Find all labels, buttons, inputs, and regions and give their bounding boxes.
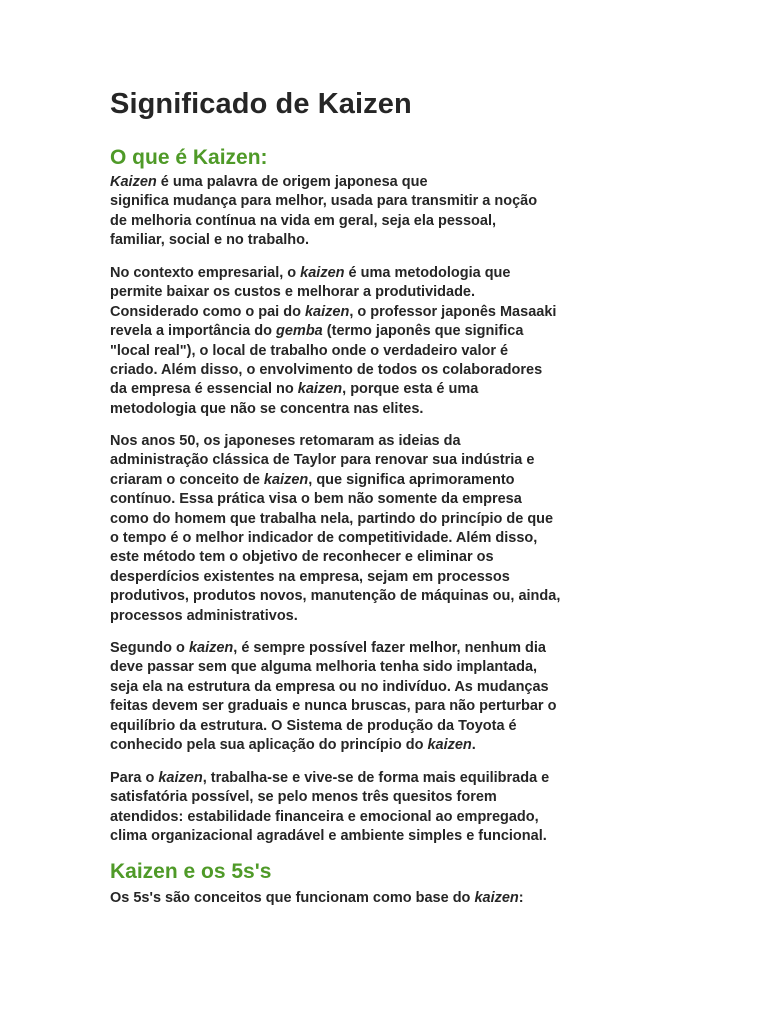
- text-run: desperdícios existentes na empresa, sejam em processos: [110, 568, 510, 585]
- text-run: Nos anos 50, os japoneses retomaram as ideias da: [110, 433, 461, 449]
- section-heading-o-que-e-kaizen: O que é Kaizen:: [110, 146, 268, 169]
- text-run: Segundo o: [110, 640, 189, 656]
- italic-term: gemba: [276, 323, 323, 340]
- paragraph-line: [110, 529, 710, 548]
- text-run: equilíbrio da estrutura. O Sistema de produção da Toyota é: [110, 717, 517, 734]
- text-run: é uma metodologia que: [344, 265, 511, 281]
- text-run: este método tem o objetivo de reconhecer e eliminar os: [110, 549, 494, 566]
- paragraph-line: [110, 808, 710, 827]
- paragraph-line: [110, 769, 710, 788]
- paragraph-line: [110, 548, 710, 567]
- text-run: significa mudança para melhor, usada para transmitir a noção: [110, 193, 538, 210]
- text-run: permite baixar os custos e melhorar a produtividade.: [110, 284, 476, 301]
- italic-term: kaizen: [188, 640, 234, 656]
- text-run: Os 5s's são conceitos que funcionam como base do: [110, 890, 475, 906]
- text-run: revela a importância do: [110, 323, 277, 340]
- paragraph-line: [110, 788, 710, 807]
- text-run: "local real"), o local de trabalho onde o verdadeiro valor é: [110, 342, 509, 359]
- text-run: Considerado como o pai do: [110, 303, 305, 320]
- text-run: deve passar sem que alguma melhoria tenha sido implantada,: [110, 659, 538, 676]
- text-run: criaram o conceito de: [110, 471, 264, 488]
- text-run: produtivos, produtos novos, manutenção de máquinas ou, ainda,: [110, 588, 561, 605]
- document-title: Significado de Kaizen: [110, 88, 412, 120]
- italic-term: kaizen: [300, 265, 345, 281]
- paragraph-line: [110, 717, 710, 736]
- text-run: metodologia que não se concentra nas elites.: [110, 400, 424, 417]
- text-run: contínuo. Essa prática visa o bem não somente da empresa: [110, 491, 522, 508]
- paragraph-line: [110, 342, 710, 361]
- text-run: , é sempre possível fazer melhor, nenhum dia: [233, 640, 546, 656]
- text-run: .: [471, 737, 476, 754]
- paragraph-line: [110, 192, 710, 211]
- text-run: de melhoria contínua na vida em geral, seja ela pessoal,: [110, 212, 497, 229]
- italic-term: kaizen: [297, 381, 343, 398]
- text-run: criado. Além disso, o envolvimento de todos os colaboradores: [110, 362, 543, 379]
- paragraph-line: [110, 361, 710, 380]
- paragraph-line: [110, 678, 710, 697]
- text-run: (termo japonês que significa: [322, 323, 524, 340]
- paragraph-line: [110, 736, 710, 755]
- paragraph: [110, 432, 710, 626]
- text-run: clima organizacional agradável e ambiente simples e funcional.: [110, 828, 547, 845]
- paragraph-line: [110, 380, 710, 399]
- text-run: atendidos: estabilidade financeira e emocional ao empregado,: [110, 808, 539, 825]
- paragraph-line: [110, 587, 710, 606]
- text-run: No contexto empresarial, o: [110, 265, 301, 281]
- paragraph-line: [110, 451, 710, 470]
- italic-term: kaizen: [427, 737, 472, 754]
- text-run: familiar, social e no trabalho.: [110, 232, 310, 249]
- text-run: satisfatória possível, se pelo menos três quesitos forem: [110, 789, 497, 806]
- paragraph-line: [110, 303, 710, 322]
- italic-term: kaizen: [158, 770, 203, 786]
- paragraph-line: [110, 658, 710, 677]
- paragraph-line: [110, 490, 710, 509]
- paragraph-line: [110, 322, 710, 341]
- section-heading-kaizen-e-os-5ss: Kaizen e os 5s's: [110, 860, 272, 883]
- text-run: como do homem que trabalha nela, partindo do princípio de que: [110, 510, 554, 527]
- paragraph-line: [110, 471, 710, 490]
- italic-term: kaizen: [474, 890, 519, 906]
- paragraph-line: [110, 283, 710, 302]
- text-run: da empresa é essencial no: [110, 381, 298, 398]
- italic-term: Kaizen: [110, 174, 157, 190]
- paragraph-line: [110, 827, 710, 846]
- paragraph: [110, 639, 710, 755]
- paragraph-line: [110, 400, 710, 419]
- paragraph: [110, 889, 710, 908]
- paragraph-line: [110, 639, 710, 658]
- paragraph: [110, 173, 710, 251]
- paragraph-line: [110, 212, 710, 231]
- paragraph-line: [110, 432, 710, 451]
- paragraph: [110, 264, 710, 419]
- text-run: :: [518, 890, 524, 906]
- text-run: seja ela na estrutura da empresa ou no indivíduo. As mudanças: [110, 678, 549, 695]
- paragraph-line: [110, 264, 710, 283]
- text-run: processos administrativos.: [110, 607, 298, 624]
- paragraph-line: [110, 607, 710, 626]
- italic-term: kaizen: [263, 471, 309, 488]
- text-run: conhecido pela sua aplicação do princípio do: [110, 737, 428, 754]
- paragraph-line: [110, 231, 710, 250]
- text-run: , que significa aprimoramento: [308, 471, 515, 488]
- paragraph: [110, 769, 710, 847]
- text-run: o tempo é o melhor indicador de competitividade. Além disso,: [110, 530, 538, 547]
- paragraph-line: [110, 510, 710, 529]
- paragraph-line: [110, 173, 710, 192]
- paragraph-line: [110, 568, 710, 587]
- text-run: , o professor japonês Masaaki: [349, 303, 557, 320]
- text-run: é uma palavra de origem japonesa que: [156, 174, 428, 190]
- text-run: administração clássica de Taylor para renovar sua indústria e: [110, 452, 535, 469]
- paragraph-line: [110, 889, 710, 908]
- text-run: , trabalha-se e vive-se de forma mais equilibrada e: [202, 770, 550, 786]
- text-run: , porque esta é uma: [342, 381, 479, 398]
- text-run: feitas devem ser graduais e nunca bruscas, para não perturbar o: [110, 698, 557, 715]
- text-run: Para o: [110, 770, 159, 786]
- paragraph-line: [110, 697, 710, 716]
- italic-term: kaizen: [304, 303, 350, 320]
